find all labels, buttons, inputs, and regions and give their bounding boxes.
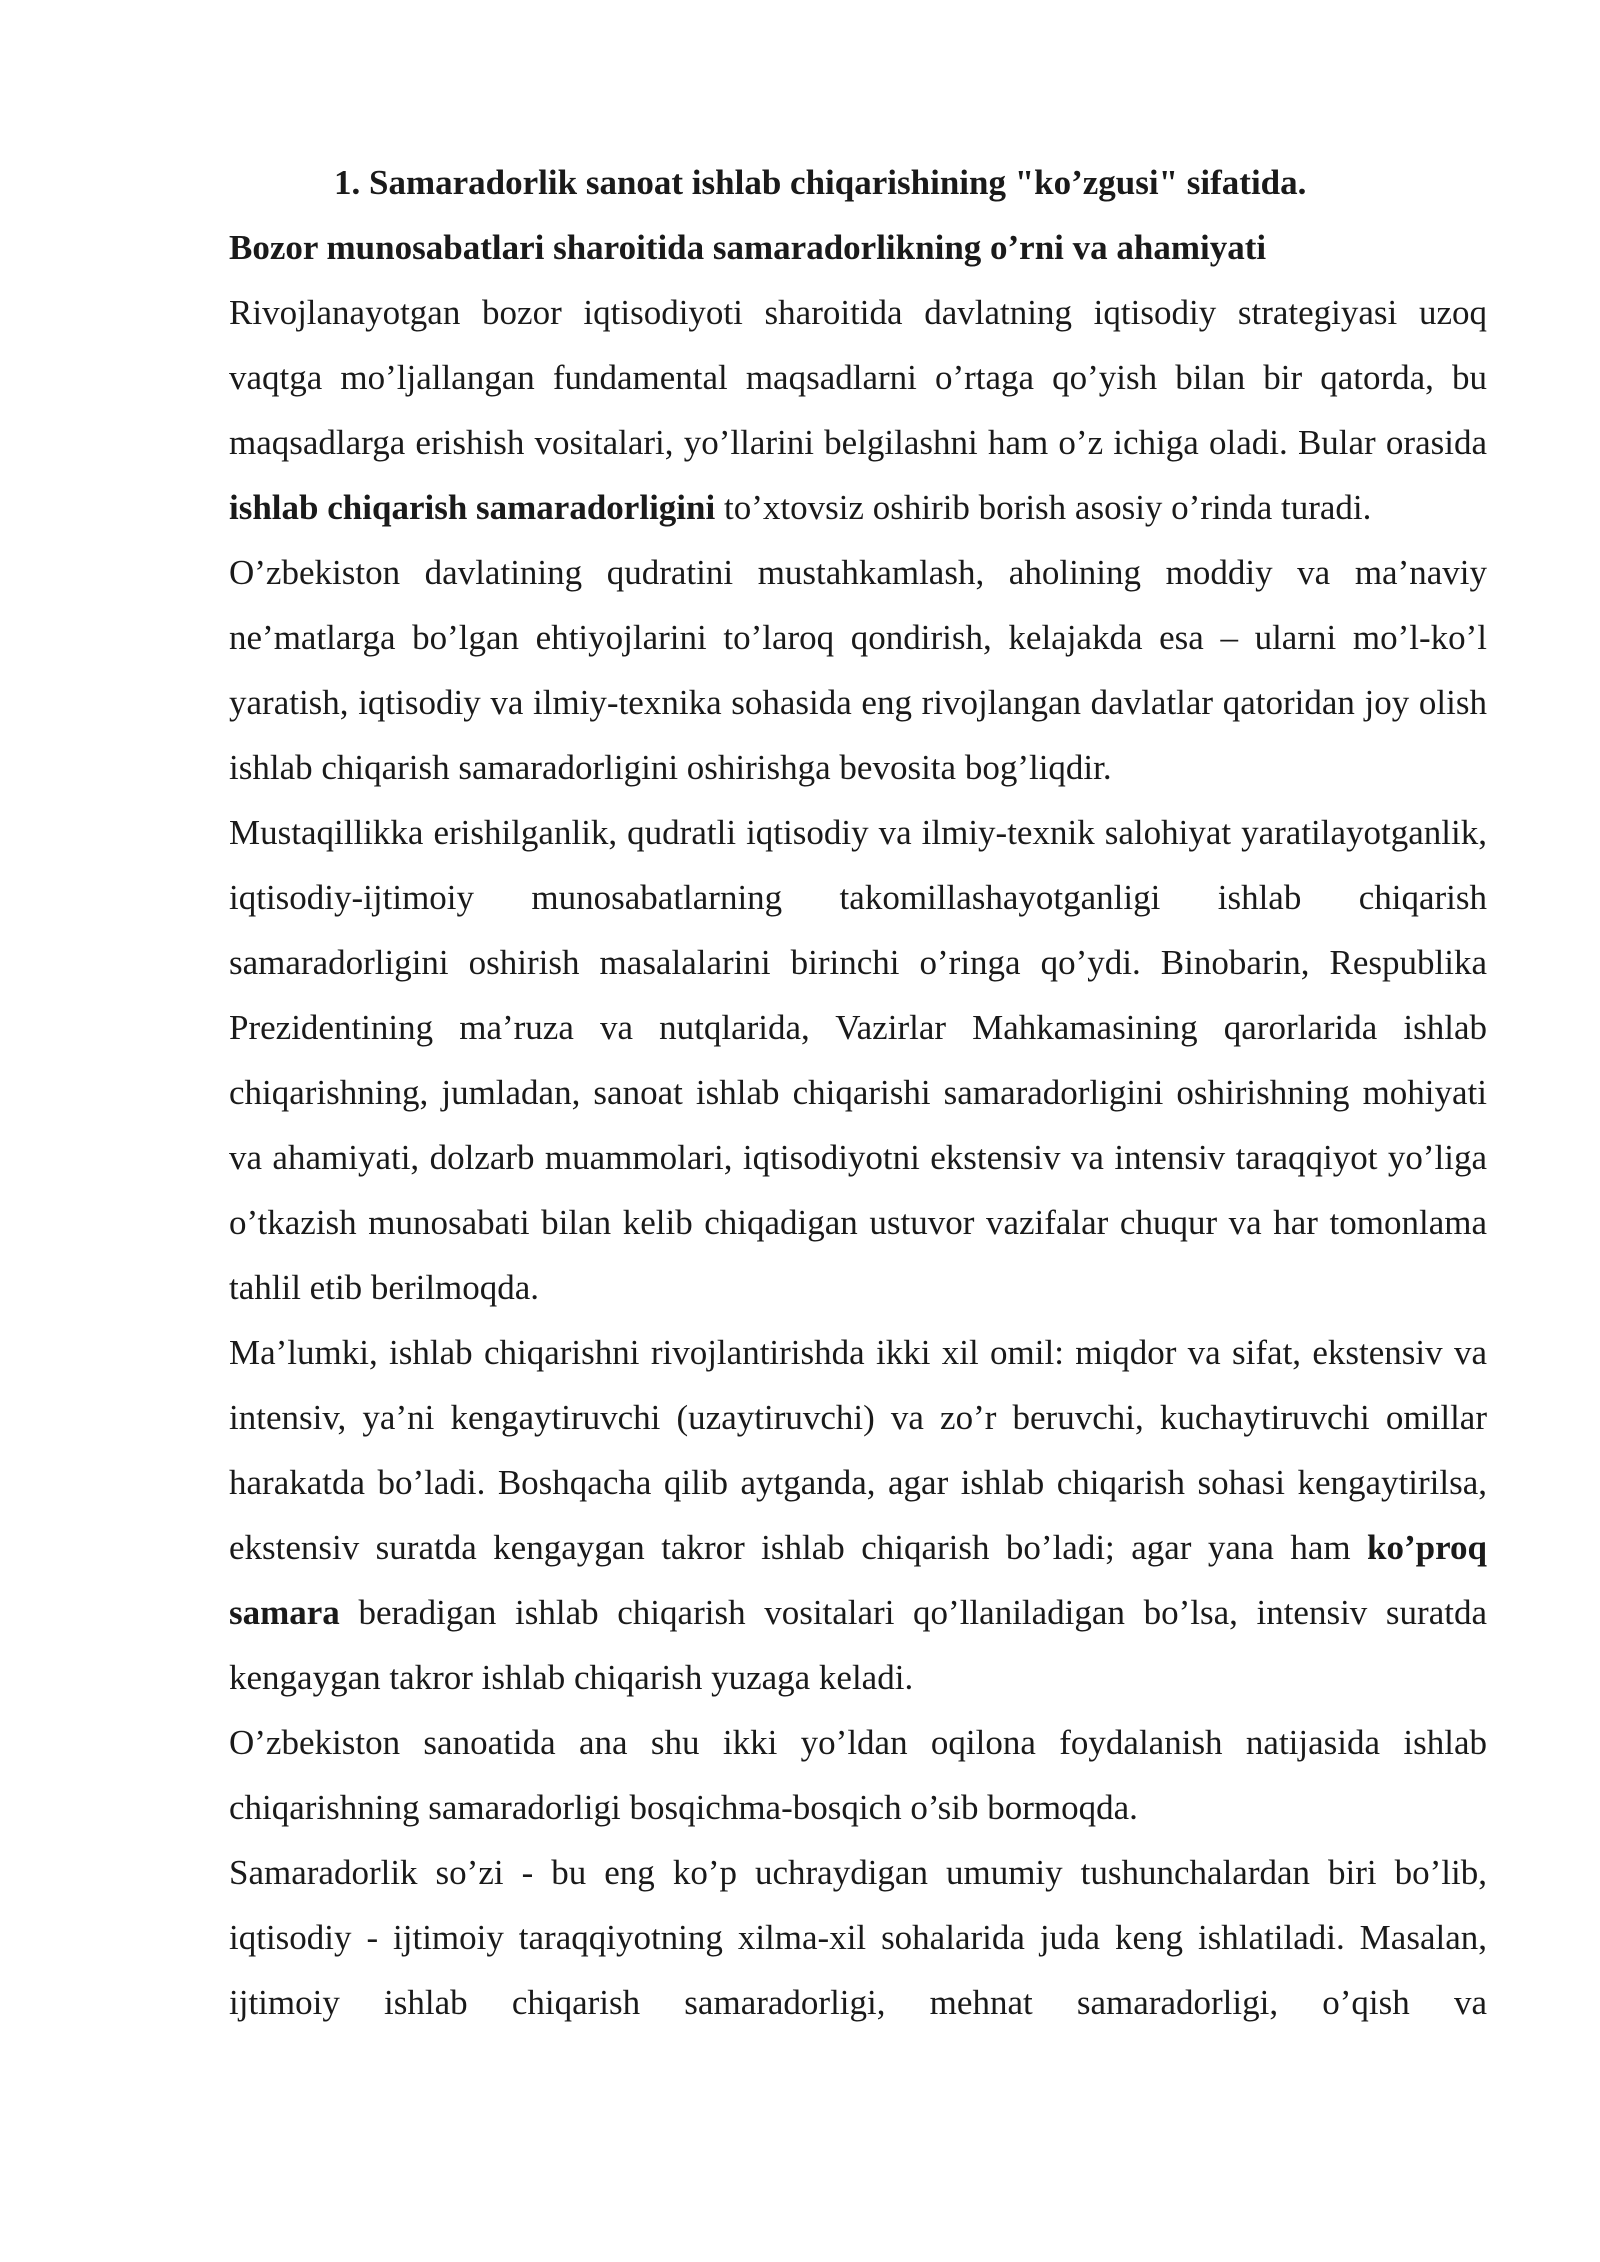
paragraph-1-text-start: Rivojlanayotgan bozor iqtisodiyoti sharoitida davlatning iqtisodiy strategiyasi uzoq vaqtga mo’ljallangan fundamental maqsadlarni o’rtaga qo’yish bilan bir qatorda, bu maqsadlarga erishish vositalari, yo’llarini belgilashni ham o’z ichiga oladi. Bular orasida	[229, 293, 1487, 462]
paragraph-4-bold-phrase: ko’proq samara	[229, 1528, 1487, 1632]
paragraph-2: O’zbekiston davlatining qudratini mustahkamlash, aholining moddiy va ma’naviy ne’matlarga bo’lgan ehtiyojlarini to’laroq qondirish, kelajakda esa – ularni mo’l-ko’l yaratish, iqtisodiy va ilmiy-texnika sohasida eng rivojlangan davlatlar qatoridan joy olish ishlab chiqarish samaradorligini oshirishga bevosita bog’liqdir.	[229, 553, 1487, 787]
paragraph-4	[229, 1320, 1487, 1710]
paragraph-1-text-end: to’xtovsiz oshirib borish asosiy o’rinda turadi.	[715, 488, 1372, 527]
paragraph-4-text-start: Ma’lumki, ishlab chiqarishni rivojlantirishda ikki xil omil: miqdor va sifat, ekstensiv va intensiv, ya’ni kengaytiruvchi (uzaytiruvchi) va zo’r beruvchi, kuchaytiruvchi omillar harakatda bo’ladi. Boshqacha qilib aytganda, agar ishlab chiqarish sohasi kengaytirilsa, ekstensiv suratda kengaygan takror ishlab chiqarish bo’ladi; agar yana ham	[229, 1333, 1487, 1567]
paragraph-1-bold-phrase: ishlab chiqarish samaradorligini	[229, 488, 716, 527]
paragraph-3: Mustaqillikka erishilganlik, qudratli iqtisodiy va ilmiy-texnik salohiyat yaratilayotganlik, iqtisodiy-ijtimoiy munosabatlarning takomillashayotganligi ishlab chiqarish samaradorligini oshirish masalalarini birinchi o’ringa qo’ydi. Binobarin, Respublika Prezidentining ma’ruza va nutqlarida, Vazirlar Mahkamasining qarorlarida ishlab chiqarishning, jumladan, sanoat ishlab chiqarishi samaradorligini oshirishning mohiyati va ahamiyati, dolzarb muammolari, iqtisodiyotni ekstensiv va intensiv taraqqiyot yo’liga o’tkazish munosabati bilan kelib chiqadigan ustuvor vazifalar chuqur va har tomonlama tahlil etib berilmoqda.	[229, 813, 1487, 1307]
paragraph-4-text-end: beradigan ishlab chiqarish vositalari qo’llaniladigan bo’lsa, intensiv suratda kengaygan takror ishlab chiqarish yuzaga keladi.	[229, 1593, 1487, 1697]
paragraph-5: O’zbekiston sanoatida ana shu ikki yo’ldan oqilona foydalanish natijasida ishlab chiqarishning samaradorligi bosqichma-bosqich o’sib bormoqda.	[229, 1723, 1487, 1827]
section-subheading: Bozor munosabatlari sharoitida samaradorlikning o’rni va ahamiyati	[229, 228, 1267, 267]
paragraph-1	[229, 280, 1487, 540]
paragraph-6: Samaradorlik so’zi - bu eng ko’p uchraydigan umumiy tushunchalardan biri bo’lib, iqtisodiy - ijtimoiy taraqqiyotning xilma-xil sohalarida juda keng ishlatiladi. Masalan, ijtimoiy ishlab chiqarish samaradorligi, mehnat samaradorligi, o’qish va	[229, 1853, 1487, 2022]
section-heading: 1. Samaradorlik sanoat ishlab chiqarishining "ko’zgusi" sifatida.	[334, 163, 1307, 202]
